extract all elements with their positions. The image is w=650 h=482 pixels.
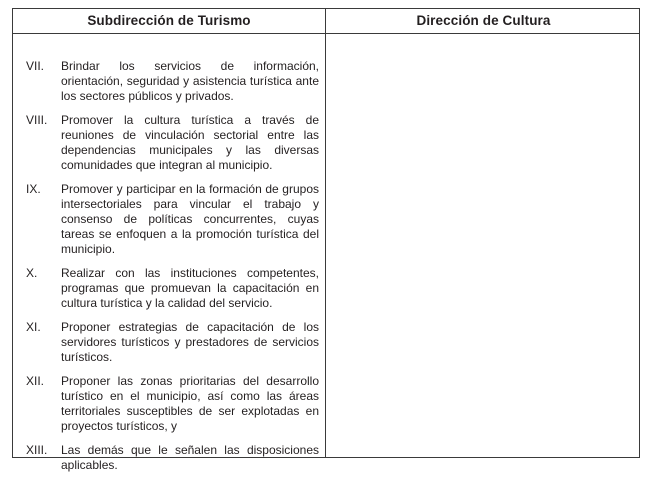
item-text: Proponer estrategias de capacitación de los servidores turísticos y prestadores de servicios turísticos. (61, 320, 319, 364)
item-text: Brindar los servicios de información, orientación, seguridad y asistencia turística ante los sectores públicos y privados. (61, 59, 319, 103)
turismo-functions-list (26, 59, 319, 482)
item-number: VIII. (26, 113, 48, 127)
column-divider (325, 9, 326, 457)
item-text: Promover la cultura turística a través de reuniones de vinculación sectorial entre las dependencias municipales y las diversas comunidades que integran al municipio. (61, 113, 319, 172)
list-item (26, 59, 319, 104)
list-item (26, 443, 319, 473)
item-number: XII. (26, 374, 45, 388)
list-item (26, 374, 319, 434)
item-number: VII. (26, 59, 45, 73)
item-text: Promover y participar en la formación de grupos intersectoriales para vincular el trabajo y consenso de políticas concurrentes, cuyas tareas se enfoquen a la promoción turística del municipio. (61, 182, 319, 256)
item-number: XIII. (26, 443, 48, 457)
item-number: IX. (26, 182, 41, 196)
list-item (26, 266, 319, 311)
item-text: Las demás que le señalen las disposiciones aplicables. (61, 443, 319, 472)
list-item (26, 113, 319, 173)
header-direccion-cultura: Dirección de Cultura (416, 13, 551, 28)
comparison-table (12, 8, 640, 472)
list-item (26, 320, 319, 365)
item-number: XI. (26, 320, 41, 334)
list-item (26, 182, 319, 257)
header-subdireccion-turismo: Subdirección de Turismo (87, 13, 251, 28)
item-text: Realizar con las instituciones competentes, programas que promuevan la capacitación en cultura turística y la calidad del servicio. (61, 266, 319, 310)
header-divider (13, 33, 639, 34)
item-text: Proponer las zonas prioritarias del desarrollo turístico en el municipio, así como las áreas territoriales susceptibles de ser explotadas en proyectos turísticos, y (61, 374, 319, 433)
item-number: X. (26, 266, 38, 280)
